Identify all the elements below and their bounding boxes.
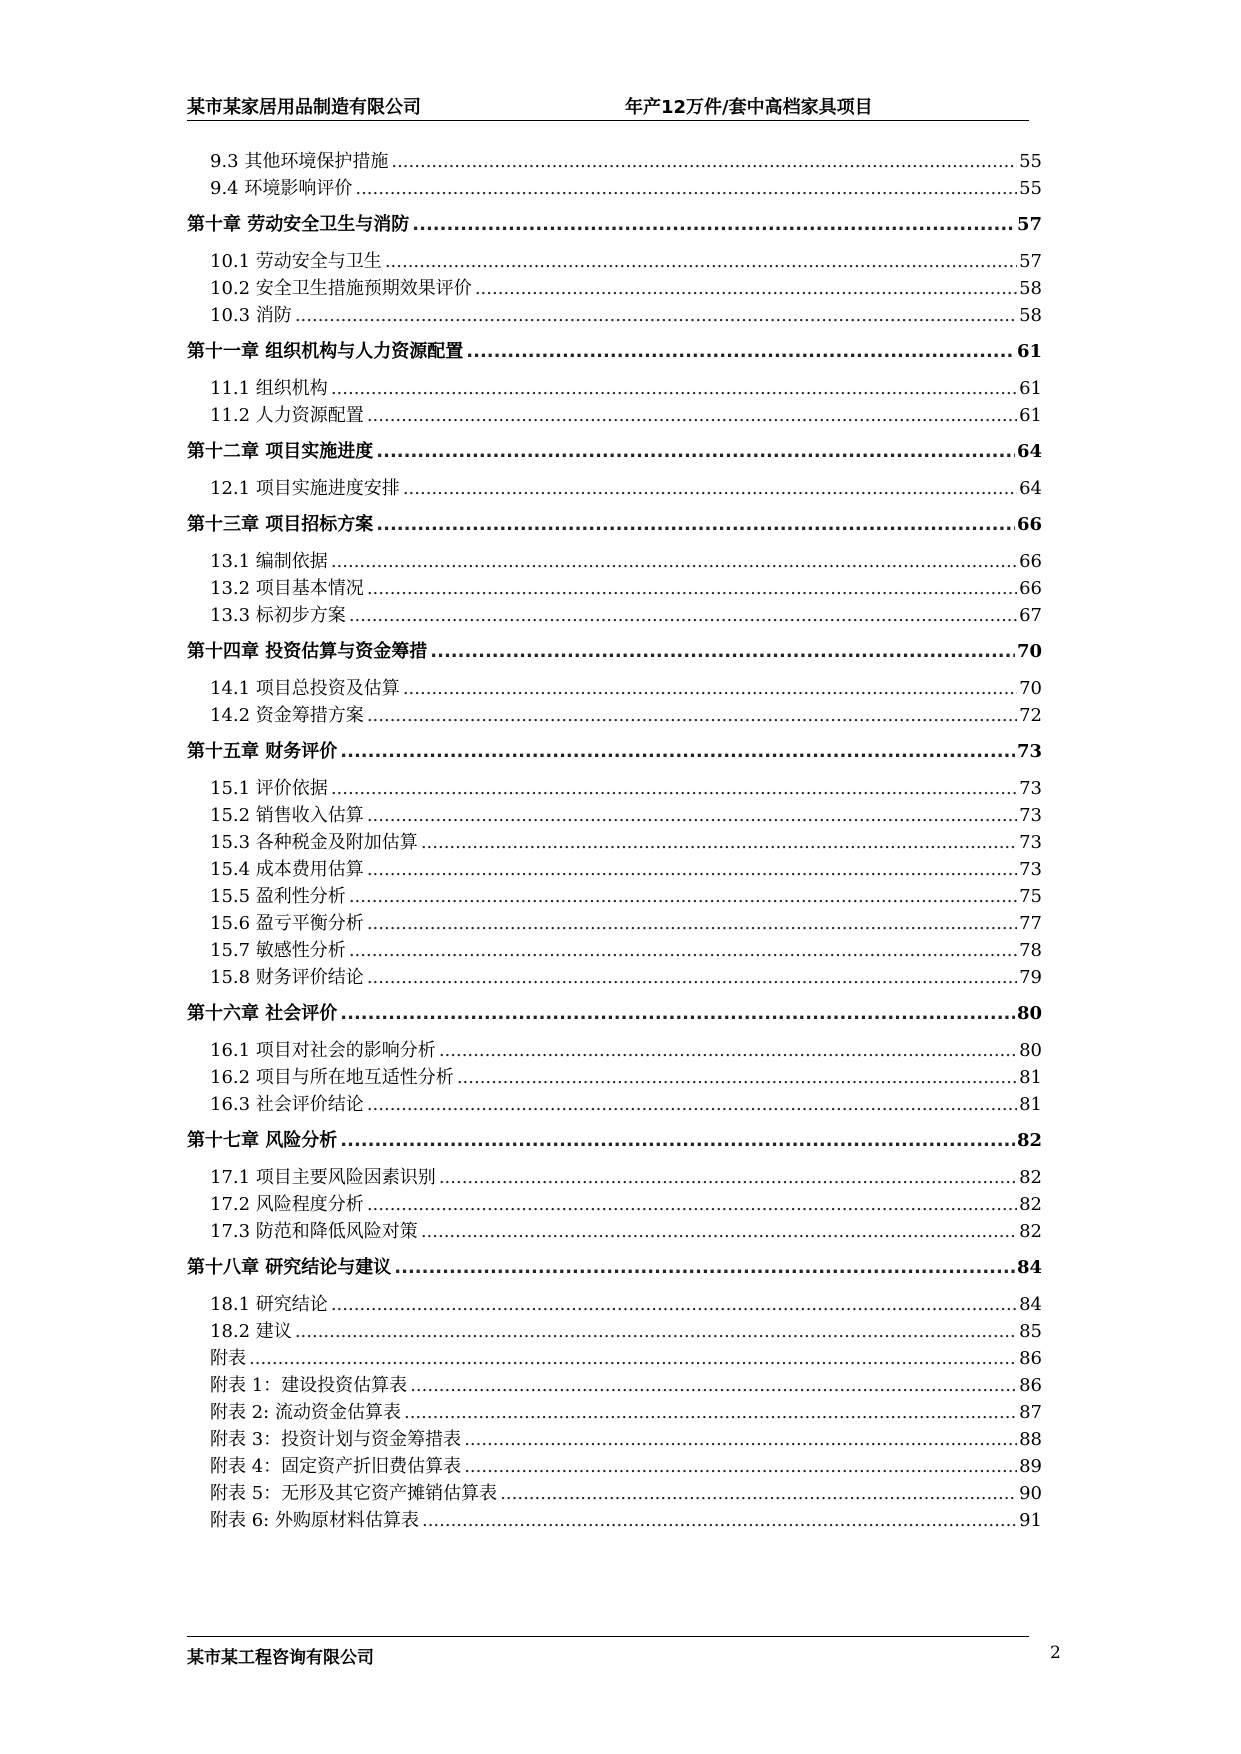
toc-entry-title: 12.1 项目实施进度安排	[210, 478, 400, 499]
toc-entry-page: 91	[1019, 1510, 1042, 1531]
toc-entry-page: 81	[1019, 1094, 1042, 1115]
toc-dot-leader	[464, 1453, 1017, 1480]
toc-dot-leader	[376, 511, 1015, 538]
toc-chapter-entry[interactable]	[187, 1127, 1042, 1155]
toc-entry-title: 16.1 项目对社会的影响分析	[210, 1040, 436, 1061]
toc-entry-title: 第十一章 组织机构与人力资源配置	[187, 341, 464, 362]
toc-section-entry[interactable]	[187, 802, 1042, 829]
toc-entry-page: 73	[1019, 805, 1042, 826]
toc-section-entry[interactable]	[187, 402, 1042, 429]
toc-dot-leader	[403, 475, 1017, 502]
toc-dot-leader	[340, 1127, 1015, 1154]
toc-entry-page: 84	[1019, 1294, 1042, 1315]
toc-section-entry[interactable]	[187, 1372, 1042, 1399]
toc-entry-title: 第十二章 项目实施进度	[187, 441, 374, 462]
toc-entry-page: 82	[1019, 1167, 1042, 1188]
toc-dot-leader	[295, 302, 1017, 329]
toc-entry-page: 66	[1016, 514, 1042, 535]
page-header	[187, 90, 1029, 121]
toc-section-entry[interactable]	[187, 548, 1042, 575]
toc-entry-title: 18.1 研究结论	[210, 1294, 328, 1315]
toc-dot-leader	[500, 1480, 1017, 1507]
toc-dot-leader	[349, 602, 1017, 629]
toc-section-entry[interactable]	[187, 856, 1042, 883]
toc-section-entry[interactable]	[187, 964, 1042, 991]
toc-entry-page: 77	[1019, 913, 1042, 934]
toc-dot-leader	[367, 402, 1017, 429]
toc-section-entry[interactable]	[187, 175, 1042, 202]
toc-entry-title: 附表 6: 外购原材料估算表	[210, 1510, 419, 1531]
toc-dot-leader	[439, 1037, 1017, 1064]
toc-section-entry[interactable]	[187, 475, 1042, 502]
toc-entry-title: 第十三章 项目招标方案	[187, 514, 374, 535]
toc-entry-page: 61	[1019, 405, 1042, 426]
header-company: 某市某家居用品制造有限公司	[187, 97, 421, 118]
toc-chapter-entry[interactable]	[187, 211, 1042, 239]
toc-dot-leader	[422, 1507, 1017, 1534]
toc-section-entry[interactable]	[187, 275, 1042, 302]
toc-entry-title: 10.2 安全卫生措施预期效果评价	[210, 278, 472, 299]
toc-entry-page: 81	[1019, 1067, 1042, 1088]
toc-dot-leader	[385, 248, 1017, 275]
toc-entry-title: 16.3 社会评价结论	[210, 1094, 364, 1115]
toc-section-entry[interactable]	[187, 775, 1042, 802]
toc-entry-page: 55	[1019, 151, 1042, 172]
toc-entry-title: 附表	[210, 1348, 246, 1369]
toc-entry-page: 84	[1016, 1257, 1042, 1278]
toc-entry-title: 附表 3：投资计划与资金筹措表	[210, 1429, 462, 1450]
toc-entry-page: 86	[1019, 1375, 1042, 1396]
toc-section-entry[interactable]	[187, 937, 1042, 964]
toc-entry-title: 11.2 人力资源配置	[210, 405, 364, 426]
toc-dot-leader	[403, 675, 1017, 702]
toc-entry-page: 70	[1016, 641, 1042, 662]
toc-entry-page: 80	[1016, 1003, 1042, 1024]
toc-dot-leader	[367, 1091, 1017, 1118]
toc-entry-page: 66	[1019, 578, 1042, 599]
toc-entry-page: 86	[1019, 1348, 1042, 1369]
toc-dot-leader	[394, 1254, 1015, 1281]
toc-entry-page: 88	[1019, 1429, 1042, 1450]
toc-dot-leader	[340, 1000, 1015, 1027]
toc-entry-page: 78	[1019, 940, 1042, 961]
toc-entry-title: 第十五章 财务评价	[187, 741, 338, 762]
toc-section-entry[interactable]	[187, 1399, 1042, 1426]
toc-entry-page: 72	[1019, 705, 1042, 726]
toc-entry-page: 80	[1019, 1040, 1042, 1061]
toc-entry-title: 第十六章 社会评价	[187, 1003, 338, 1024]
toc-entry-title: 附表 4：固定资产折旧费估算表	[210, 1456, 462, 1477]
toc-entry-page: 66	[1019, 551, 1042, 572]
toc-section-entry[interactable]	[187, 883, 1042, 910]
toc-section-entry[interactable]	[187, 1164, 1042, 1191]
toc-chapter-entry[interactable]	[187, 738, 1042, 766]
toc-entry-title: 17.1 项目主要风险因素识别	[210, 1167, 436, 1188]
toc-chapter-entry[interactable]	[187, 338, 1042, 366]
toc-entry-title: 15.6 盈亏平衡分析	[210, 913, 364, 934]
toc-entry-page: 82	[1019, 1194, 1042, 1215]
toc-dot-leader	[367, 910, 1017, 937]
toc-dot-leader	[349, 883, 1017, 910]
toc-chapter-entry[interactable]	[187, 1254, 1042, 1282]
footer-firm: 某市某工程咨询有限公司	[187, 1648, 374, 1668]
toc-entry-title: 10.3 消防	[210, 305, 292, 326]
toc-dot-leader	[349, 937, 1017, 964]
toc-entry-title: 16.2 项目与所在地互适性分析	[210, 1067, 454, 1088]
toc-entry-page: 75	[1019, 886, 1042, 907]
toc-dot-leader	[439, 1164, 1017, 1191]
toc-entry-title: 18.2 建议	[210, 1321, 292, 1342]
toc-entry-page: 85	[1019, 1321, 1042, 1342]
page-footer	[187, 1636, 1061, 1668]
page-number: 2	[1050, 1643, 1061, 1663]
toc-section-entry[interactable]	[187, 702, 1042, 729]
toc-dot-leader	[404, 1399, 1017, 1426]
toc-section-entry[interactable]	[187, 375, 1042, 402]
toc-entry-title: 13.3 标初步方案	[210, 605, 346, 626]
toc-entry-title: 9.3 其他环境保护措施	[210, 151, 389, 172]
toc-section-entry[interactable]	[187, 575, 1042, 602]
toc-entry-title: 第十七章 风险分析	[187, 1130, 338, 1151]
toc-section-entry[interactable]	[187, 1318, 1042, 1345]
toc-dot-leader	[457, 1064, 1017, 1091]
toc-entry-title: 15.3 各种税金及附加估算	[210, 832, 418, 853]
toc-entry-title: 附表 1：建设投资估算表	[210, 1375, 408, 1396]
toc-entry-page: 73	[1019, 832, 1042, 853]
toc-dot-leader	[376, 438, 1015, 465]
toc-dot-leader	[410, 1372, 1017, 1399]
toc-entry-title: 第十八章 研究结论与建议	[187, 1257, 392, 1278]
toc-section-entry[interactable]	[187, 1426, 1042, 1453]
toc-entry-page: 58	[1019, 278, 1042, 299]
toc-section-entry[interactable]	[187, 829, 1042, 856]
toc-entry-page: 82	[1019, 1221, 1042, 1242]
toc-dot-leader	[367, 575, 1017, 602]
toc-dot-leader	[475, 275, 1017, 302]
toc-dot-leader	[367, 964, 1017, 991]
toc-chapter-entry[interactable]	[187, 438, 1042, 466]
toc-dot-leader	[367, 856, 1017, 883]
toc-entry-page: 58	[1019, 305, 1042, 326]
toc-dot-leader	[367, 702, 1017, 729]
toc-dot-leader	[295, 1318, 1017, 1345]
toc-entry-title: 17.3 防范和降低风险对策	[210, 1221, 418, 1242]
toc-entry-title: 附表 2: 流动资金估算表	[210, 1402, 401, 1423]
toc-entry-title: 11.1 组织机构	[210, 378, 328, 399]
toc-section-entry[interactable]	[187, 1507, 1042, 1534]
toc-chapter-entry[interactable]	[187, 638, 1042, 666]
toc-dot-leader	[367, 802, 1017, 829]
toc-entry-page: 67	[1019, 605, 1042, 626]
toc-section-entry[interactable]	[187, 1291, 1042, 1318]
toc-entry-page: 89	[1019, 1456, 1042, 1477]
toc-entry-page: 73	[1016, 741, 1042, 762]
toc-dot-leader	[430, 638, 1015, 665]
toc-entry-page: 87	[1019, 1402, 1042, 1423]
toc-dot-leader	[355, 175, 1017, 202]
toc-entry-title: 第十章 劳动安全卫生与消防	[187, 214, 410, 235]
toc-entry-title: 14.1 项目总投资及估算	[210, 678, 400, 699]
toc-entry-page: 61	[1019, 378, 1042, 399]
toc-entry-page: 64	[1016, 441, 1042, 462]
toc-chapter-entry[interactable]	[187, 511, 1042, 539]
toc-section-entry[interactable]	[187, 602, 1042, 629]
toc-entry-title: 13.1 编制依据	[210, 551, 328, 572]
toc-entry-title: 13.2 项目基本情况	[210, 578, 364, 599]
toc-entry-page: 55	[1019, 178, 1042, 199]
toc-section-entry[interactable]	[187, 1480, 1042, 1507]
toc-section-entry[interactable]	[187, 248, 1042, 275]
toc-dot-leader	[331, 375, 1017, 402]
toc-section-entry[interactable]	[187, 148, 1042, 175]
toc-dot-leader	[331, 1291, 1017, 1318]
toc-dot-leader	[421, 829, 1017, 856]
toc-entry-page: 61	[1016, 341, 1042, 362]
toc-dot-leader	[421, 1218, 1017, 1245]
toc-entry-page: 57	[1019, 251, 1042, 272]
toc-section-entry[interactable]	[187, 1191, 1042, 1218]
toc-section-entry[interactable]	[187, 910, 1042, 937]
toc-entry-title: 15.4 成本费用估算	[210, 859, 364, 880]
toc-entry-title: 15.2 销售收入估算	[210, 805, 364, 826]
toc-entry-title: 15.5 盈利性分析	[210, 886, 346, 907]
toc-section-entry[interactable]	[187, 1453, 1042, 1480]
toc-entry-title: 15.7 敏感性分析	[210, 940, 346, 961]
header-project: 年产12万件/套中高档家具项目	[625, 97, 873, 118]
toc-entry-title: 15.1 评价依据	[210, 778, 328, 799]
toc-dot-leader	[331, 775, 1017, 802]
toc-section-entry[interactable]	[187, 1218, 1042, 1245]
toc-entry-title: 第十四章 投资估算与资金筹措	[187, 641, 428, 662]
toc-section-entry[interactable]	[187, 1037, 1042, 1064]
toc-entry-page: 90	[1019, 1483, 1042, 1504]
toc-entry-title: 14.2 资金筹措方案	[210, 705, 364, 726]
toc-dot-leader	[340, 738, 1015, 765]
toc-section-entry[interactable]	[187, 675, 1042, 702]
toc-entry-page: 73	[1019, 859, 1042, 880]
toc-dot-leader	[464, 1426, 1017, 1453]
toc-dot-leader	[249, 1345, 1017, 1372]
toc-entry-page: 70	[1019, 678, 1042, 699]
toc-dot-leader	[331, 548, 1017, 575]
toc-entry-title: 15.8 财务评价结论	[210, 967, 364, 988]
toc-entry-page: 79	[1019, 967, 1042, 988]
table-of-contents	[187, 148, 1042, 1534]
toc-dot-leader	[466, 338, 1015, 365]
toc-entry-title: 17.2 风险程度分析	[210, 1194, 364, 1215]
toc-section-entry[interactable]	[187, 1091, 1042, 1118]
toc-chapter-entry[interactable]	[187, 1000, 1042, 1028]
toc-section-entry[interactable]	[187, 302, 1042, 329]
toc-entry-page: 73	[1019, 778, 1042, 799]
toc-entry-page: 57	[1016, 214, 1042, 235]
toc-section-entry[interactable]	[187, 1064, 1042, 1091]
toc-section-entry[interactable]	[187, 1345, 1042, 1372]
toc-dot-leader	[367, 1191, 1017, 1218]
toc-entry-title: 9.4 环境影响评价	[210, 178, 353, 199]
toc-entry-title: 附表 5：无形及其它资产摊销估算表	[210, 1483, 498, 1504]
toc-dot-leader	[412, 211, 1015, 238]
toc-entry-title: 10.1 劳动安全与卫生	[210, 251, 382, 272]
toc-entry-page: 64	[1019, 478, 1042, 499]
toc-dot-leader	[391, 148, 1017, 175]
toc-entry-page: 82	[1016, 1130, 1042, 1151]
